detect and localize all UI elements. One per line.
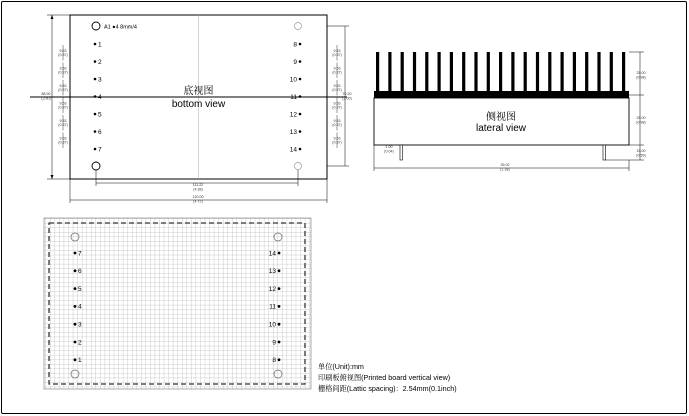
pcb-pin-label: 1 — [78, 357, 82, 365]
pitch-dim-label: 9.53 (0.37) — [332, 101, 342, 110]
span-dim-label: 111.22 (4.38) — [192, 183, 204, 192]
pin-dot — [299, 78, 302, 81]
right-pitch-dims — [332, 45, 341, 148]
unit-note: 单位(Unit):mm — [318, 362, 364, 371]
pcb-pin-dot — [74, 252, 77, 255]
grid-spacing-note: 栅格间距(Lattic spacing)：2.54mm(0.1inch) — [318, 384, 457, 393]
pin-label: 2 — [98, 58, 102, 66]
heatsink-fin — [610, 52, 613, 92]
heatsink-fin — [388, 52, 391, 92]
pcb-pin-dot — [278, 252, 281, 255]
pitch-dim-label: 9.53 (0.37) — [332, 49, 342, 58]
side-view-title-en: lateral view — [475, 123, 527, 134]
pcb-pin-dot — [74, 358, 77, 361]
pin-dot — [299, 43, 302, 46]
pcb-pin-dot — [278, 305, 281, 308]
pin-dot — [299, 148, 302, 151]
pin-label: 6 — [98, 128, 102, 136]
heatsink-fin — [425, 52, 428, 92]
width-dim-label: 120.00 (4.72) — [192, 195, 204, 204]
heatsink-fin — [597, 52, 600, 92]
pcb-pin-dot — [278, 269, 281, 272]
heatsink-fin — [487, 52, 490, 92]
pcb-pin-dot — [74, 305, 77, 308]
pitch-dim-label: 9.53 (0.37) — [332, 136, 342, 145]
pitch-dim-label: 9.53 (0.37) — [58, 49, 68, 58]
heatsink-fin — [548, 52, 551, 92]
pcb-pin-label: 6 — [78, 268, 82, 276]
fin-height-label: 25.00 (0.98) — [636, 71, 646, 80]
heatsink-fin — [450, 52, 453, 92]
pcb-pin-dot — [74, 287, 77, 290]
heatsink-fin — [438, 52, 441, 92]
pin-label: 7 — [98, 146, 102, 154]
right-dim-label: 76.20 (3.00) — [342, 92, 352, 101]
pin-dot — [94, 130, 97, 133]
pcb-pin-dot — [74, 269, 77, 272]
heatsink-fin — [474, 52, 477, 92]
pin-diameter-label: 1.00 (0.04) — [384, 145, 394, 154]
pin-label: 3 — [98, 76, 102, 84]
pin-dot — [94, 78, 97, 81]
heatsink-fin — [524, 52, 527, 92]
pcb-pin-label: 5 — [78, 285, 82, 293]
heatsink-fin — [561, 52, 564, 92]
heatsink-fins — [376, 52, 625, 92]
pcb-pin-label: 7 — [78, 250, 82, 258]
pitch-dim-label: 9.53 (0.37) — [58, 136, 68, 145]
height-dim-label: 88.90 (3.50) — [41, 92, 51, 101]
pin-label: 4 — [98, 93, 102, 101]
pin-dot — [94, 95, 97, 98]
pcb-pin-label: 10 — [268, 321, 276, 329]
pin-length-label: 15.00 (0.59) — [636, 149, 646, 158]
pcb-pin-label: 4 — [78, 303, 82, 311]
heatsink-fin — [573, 52, 576, 92]
side-view — [374, 52, 646, 171]
pitch-dim-label: 9.53 (0.37) — [58, 119, 68, 128]
pcb-pin-label: 3 — [78, 321, 82, 329]
pitch-dim-label: 9.53 (0.37) — [58, 84, 68, 93]
heatsink-fin — [499, 52, 502, 92]
pin-label: 8 — [293, 41, 297, 49]
pcb-pin-label: 14 — [268, 250, 276, 258]
pcb-pin-dot — [278, 358, 281, 361]
bottom-view-title-en: bottom view — [171, 99, 226, 110]
heatsink-fin — [585, 52, 588, 92]
pcb-pin-dot — [278, 323, 281, 326]
pin-dot — [94, 148, 97, 151]
pin-label: 14 — [289, 146, 297, 154]
pin-label: 5 — [98, 111, 102, 119]
side-pin-left — [400, 145, 402, 160]
pin-label: 1 — [98, 41, 102, 49]
pitch-dim-label: 9.53 (0.37) — [332, 66, 342, 75]
pin-label: 10 — [289, 76, 297, 84]
pin-dot — [299, 130, 302, 133]
pcb-pin-label: 2 — [78, 339, 82, 347]
pin-label: 9 — [293, 58, 297, 66]
pitch-dim-label: 9.53 (0.37) — [332, 119, 342, 128]
heatsink-fin — [511, 52, 514, 92]
pitch-dim-label: 9.53 (0.37) — [58, 101, 68, 110]
heatsink-fin — [462, 52, 465, 92]
side-pin-right — [603, 145, 605, 160]
heatsink-fin — [376, 52, 379, 92]
pin-dot — [94, 60, 97, 63]
heatsink-fin — [401, 52, 404, 92]
pcb-pin-dot — [278, 287, 281, 290]
pcb-pin-dot — [74, 323, 77, 326]
pcb-pin-label: 11 — [269, 303, 276, 311]
pitch-dim-label: 9.53 (0.37) — [332, 84, 342, 93]
body-height-label: 25.00 (0.98) — [636, 116, 646, 125]
pin-dot — [94, 43, 97, 46]
heatsink-fin — [413, 52, 416, 92]
pin-dot — [299, 60, 302, 63]
heatsink-base — [374, 91, 629, 98]
pcb-pin-label: 12 — [268, 285, 276, 293]
pin-dot — [299, 95, 302, 98]
left-pitch-dims — [58, 45, 67, 148]
side-width-label: 35.02 (1.38) — [500, 163, 510, 172]
pcb-layout — [44, 218, 311, 389]
bottom-view-title-cn: 底视图 — [183, 86, 214, 97]
pin-dot — [94, 113, 97, 116]
side-view-title-cn: 侧视图 — [486, 112, 516, 123]
pin-label: 11 — [290, 93, 297, 101]
heatsink-fin — [622, 52, 625, 92]
pitch-dim-label: 9.53 (0.37) — [58, 66, 68, 75]
module-marking: A1 ●4 8mm/4 — [104, 24, 137, 31]
pcb-pin-label: 9 — [272, 339, 276, 347]
heatsink-fin — [536, 52, 539, 92]
pcb-pin-dot — [74, 341, 77, 344]
pin-label: 13 — [289, 128, 297, 136]
pin-label: 12 — [289, 111, 297, 119]
pcb-pin-label: 8 — [272, 357, 276, 365]
pcb-pin-dot — [278, 341, 281, 344]
bottom-view — [30, 15, 352, 203]
pcb-pin-label: 13 — [268, 268, 276, 276]
pcb-view-note: 印刷板俯视图(Printed board vertical view) — [318, 373, 451, 382]
pin-dot — [299, 113, 302, 116]
